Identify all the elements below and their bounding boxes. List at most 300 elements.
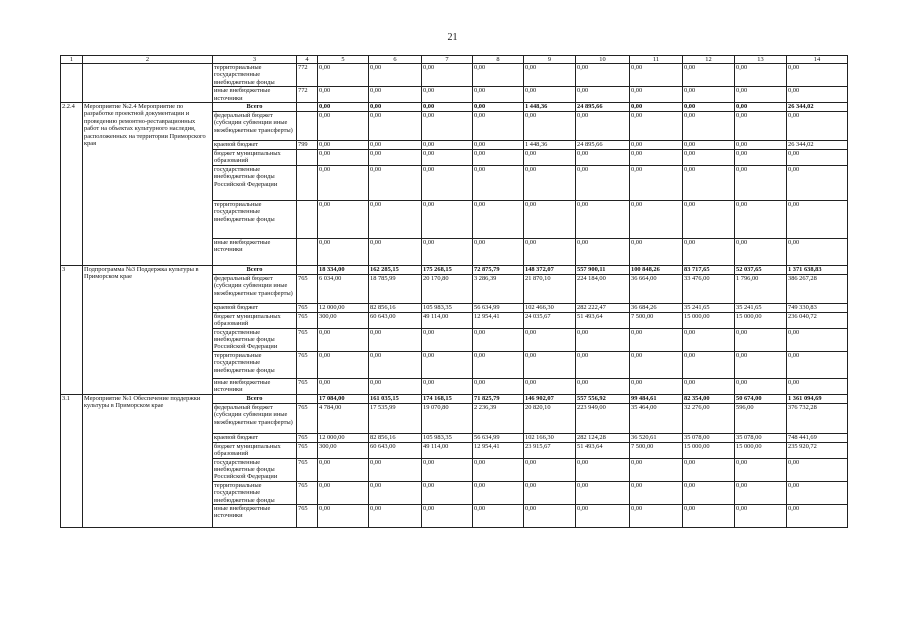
amount-cell: 0,00 — [630, 328, 683, 351]
column-header: 11 — [630, 56, 683, 64]
amount-cell: 20 820,10 — [524, 403, 576, 433]
amount-cell: 0,00 — [683, 165, 735, 200]
amount-cell: 0,00 — [683, 504, 735, 527]
amount-cell: 0,00 — [318, 200, 369, 238]
column-header: 9 — [524, 56, 576, 64]
column-header: 6 — [369, 56, 422, 64]
amount-cell: 148 372,07 — [524, 265, 576, 274]
budget-code: 765 — [297, 351, 318, 378]
amount-cell: 0,00 — [683, 458, 735, 481]
amount-cell: 0,00 — [630, 87, 683, 103]
funding-source: территориальные государственные внебюджетные фонды — [213, 200, 297, 238]
amount-cell: 0,00 — [524, 481, 576, 504]
amount-cell: 0,00 — [630, 458, 683, 481]
amount-cell: 0,00 — [630, 112, 683, 141]
amount-cell: 82 354,00 — [683, 394, 735, 403]
amount-cell: 0,00 — [422, 165, 473, 200]
amount-cell: 0,00 — [422, 87, 473, 103]
amount-cell: 162 285,15 — [369, 265, 422, 274]
column-header: 5 — [318, 56, 369, 64]
amount-cell: 4 784,00 — [318, 403, 369, 433]
amount-cell: 0,00 — [524, 64, 576, 87]
budget-code: 765 — [297, 403, 318, 433]
funding-source: бюджет муниципальных образований — [213, 312, 297, 328]
amount-cell: 0,00 — [473, 351, 524, 378]
amount-cell: 0,00 — [422, 238, 473, 265]
budget-code: 765 — [297, 274, 318, 303]
amount-cell: 0,00 — [422, 328, 473, 351]
amount-cell: 0,00 — [473, 378, 524, 394]
amount-cell: 50 674,00 — [735, 394, 787, 403]
table-row — [61, 64, 848, 87]
funding-source: бюджет муниципальных образований — [213, 442, 297, 458]
budget-code: 765 — [297, 458, 318, 481]
amount-cell: 0,00 — [318, 103, 369, 112]
amount-cell: 35 464,00 — [630, 403, 683, 433]
funding-source: государственные внебюджетные фонды Российской Федерации — [213, 165, 297, 200]
amount-cell: 0,00 — [318, 328, 369, 351]
table-row — [61, 103, 848, 112]
amount-cell: 223 949,00 — [576, 403, 630, 433]
amount-cell: 18 334,00 — [318, 265, 369, 274]
budget-code: 765 — [297, 378, 318, 394]
amount-cell: 0,00 — [576, 481, 630, 504]
amount-cell: 56 634,99 — [473, 433, 524, 442]
amount-cell: 33 476,00 — [683, 274, 735, 303]
amount-cell: 0,00 — [630, 64, 683, 87]
amount-cell: 20 170,80 — [422, 274, 473, 303]
amount-cell: 18 785,99 — [369, 274, 422, 303]
funding-source: территориальные государственные внебюджетные фонды — [213, 481, 297, 504]
funding-source: государственные внебюджетные фонды Российской Федерации — [213, 458, 297, 481]
amount-cell: 0,00 — [369, 141, 422, 150]
amount-cell: 0,00 — [683, 200, 735, 238]
page-number: 21 — [447, 32, 458, 43]
amount-cell: 0,00 — [318, 458, 369, 481]
amount-cell: 749 330,83 — [787, 303, 848, 312]
budget-code: 765 — [297, 312, 318, 328]
amount-cell: 174 168,15 — [422, 394, 473, 403]
amount-cell: 0,00 — [683, 328, 735, 351]
amount-cell: 0,00 — [576, 351, 630, 378]
budget-code: 772 — [297, 64, 318, 87]
amount-cell: 0,00 — [787, 351, 848, 378]
amount-cell: 0,00 — [576, 200, 630, 238]
amount-cell: 0,00 — [787, 378, 848, 394]
amount-cell: 146 902,07 — [524, 394, 576, 403]
amount-cell: 0,00 — [473, 200, 524, 238]
column-header: 1 — [61, 56, 83, 64]
amount-cell: 12 000,00 — [318, 303, 369, 312]
amount-cell: 26 344,02 — [787, 103, 848, 112]
funding-source: Всего — [213, 394, 297, 403]
budget-code: 765 — [297, 442, 318, 458]
amount-cell: 386 267,28 — [787, 274, 848, 303]
amount-cell: 35 078,00 — [735, 433, 787, 442]
amount-cell: 0,00 — [630, 103, 683, 112]
amount-cell: 72 875,79 — [473, 265, 524, 274]
amount-cell: 596,00 — [735, 403, 787, 433]
amount-cell: 0,00 — [473, 64, 524, 87]
amount-cell: 0,00 — [369, 351, 422, 378]
amount-cell: 12 954,41 — [473, 442, 524, 458]
amount-cell: 1 448,36 — [524, 141, 576, 150]
section-number: 3.1 — [61, 394, 83, 527]
amount-cell: 35 241,65 — [683, 303, 735, 312]
amount-cell: 0,00 — [524, 504, 576, 527]
funding-source: федеральный бюджет (субсидии субвенции иные межбюджетные трансферты) — [213, 403, 297, 433]
amount-cell: 0,00 — [473, 458, 524, 481]
amount-cell: 0,00 — [787, 87, 848, 103]
amount-cell: 0,00 — [683, 238, 735, 265]
budget-code: 765 — [297, 481, 318, 504]
amount-cell: 300,00 — [318, 312, 369, 328]
amount-cell: 83 717,65 — [683, 265, 735, 274]
amount-cell: 105 983,35 — [422, 303, 473, 312]
amount-cell: 0,00 — [369, 481, 422, 504]
amount-cell: 99 484,61 — [630, 394, 683, 403]
funding-source: государственные внебюджетные фонды Российской Федерации — [213, 328, 297, 351]
amount-cell: 0,00 — [422, 458, 473, 481]
amount-cell: 0,00 — [576, 328, 630, 351]
budget-code: 765 — [297, 504, 318, 527]
amount-cell: 0,00 — [683, 481, 735, 504]
amount-cell: 0,00 — [683, 351, 735, 378]
amount-cell: 0,00 — [524, 87, 576, 103]
amount-cell: 2 236,39 — [473, 403, 524, 433]
funding-source: Всего — [213, 265, 297, 274]
amount-cell: 0,00 — [576, 458, 630, 481]
amount-cell: 161 035,15 — [369, 394, 422, 403]
amount-cell: 15 000,00 — [735, 312, 787, 328]
budget-code — [297, 103, 318, 112]
amount-cell: 6 034,00 — [318, 274, 369, 303]
amount-cell: 0,00 — [735, 87, 787, 103]
funding-source: иные внебюджетные источники — [213, 504, 297, 527]
amount-cell: 0,00 — [787, 481, 848, 504]
amount-cell: 0,00 — [318, 504, 369, 527]
amount-cell: 0,00 — [630, 141, 683, 150]
amount-cell: 0,00 — [473, 328, 524, 351]
amount-cell: 0,00 — [787, 165, 848, 200]
amount-cell: 0,00 — [735, 481, 787, 504]
amount-cell: 0,00 — [787, 328, 848, 351]
section-number: 2.2.4 — [61, 103, 83, 266]
funding-source: территориальные государственные внебюджетные фонды — [213, 351, 297, 378]
amount-cell: 0,00 — [576, 378, 630, 394]
amount-cell: 1 361 094,69 — [787, 394, 848, 403]
amount-cell: 1 371 638,83 — [787, 265, 848, 274]
amount-cell: 748 441,69 — [787, 433, 848, 442]
amount-cell: 0,00 — [576, 64, 630, 87]
budget-code: 765 — [297, 303, 318, 312]
amount-cell: 0,00 — [787, 112, 848, 141]
amount-cell: 0,00 — [318, 238, 369, 265]
amount-cell: 0,00 — [683, 103, 735, 112]
budget-code — [297, 265, 318, 274]
funding-source: бюджет муниципальных образований — [213, 150, 297, 166]
amount-cell: 0,00 — [735, 238, 787, 265]
amount-cell: 0,00 — [369, 504, 422, 527]
amount-cell: 0,00 — [422, 351, 473, 378]
funding-source: иные внебюджетные источники — [213, 238, 297, 265]
amount-cell: 557 900,11 — [576, 265, 630, 274]
amount-cell: 100 848,26 — [630, 265, 683, 274]
amount-cell: 0,00 — [683, 150, 735, 166]
amount-cell: 236 040,72 — [787, 312, 848, 328]
amount-cell: 0,00 — [576, 165, 630, 200]
amount-cell: 0,00 — [630, 150, 683, 166]
budget-code: 772 — [297, 87, 318, 103]
funding-source: краевой бюджет — [213, 141, 297, 150]
amount-cell: 0,00 — [735, 328, 787, 351]
amount-cell: 0,00 — [473, 238, 524, 265]
amount-cell: 26 344,02 — [787, 141, 848, 150]
amount-cell: 0,00 — [524, 378, 576, 394]
amount-cell: 49 114,00 — [422, 312, 473, 328]
amount-cell: 36 520,61 — [630, 433, 683, 442]
amount-cell: 0,00 — [422, 504, 473, 527]
amount-cell: 7 500,00 — [630, 442, 683, 458]
amount-cell: 0,00 — [683, 87, 735, 103]
amount-cell: 0,00 — [630, 351, 683, 378]
amount-cell: 0,00 — [318, 150, 369, 166]
amount-cell: 0,00 — [683, 112, 735, 141]
funding-source: федеральный бюджет (субсидии субвенции иные межбюджетные трансферты) — [213, 112, 297, 141]
budget-code — [297, 238, 318, 265]
amount-cell: 0,00 — [735, 150, 787, 166]
amount-cell: 0,00 — [318, 64, 369, 87]
column-header: 12 — [683, 56, 735, 64]
budget-code — [297, 165, 318, 200]
amount-cell: 282 124,28 — [576, 433, 630, 442]
amount-cell: 82 856,16 — [369, 303, 422, 312]
amount-cell: 24 035,67 — [524, 312, 576, 328]
amount-cell: 15 000,00 — [683, 442, 735, 458]
amount-cell: 0,00 — [473, 141, 524, 150]
amount-cell: 0,00 — [630, 378, 683, 394]
amount-cell: 0,00 — [318, 87, 369, 103]
budget-code — [297, 200, 318, 238]
amount-cell: 0,00 — [422, 103, 473, 112]
amount-cell: 0,00 — [524, 200, 576, 238]
amount-cell: 0,00 — [630, 200, 683, 238]
amount-cell: 0,00 — [576, 150, 630, 166]
amount-cell: 0,00 — [524, 328, 576, 351]
amount-cell: 36 684,26 — [630, 303, 683, 312]
amount-cell: 0,00 — [369, 64, 422, 87]
budget-code — [297, 112, 318, 141]
amount-cell: 21 870,10 — [524, 274, 576, 303]
budget-code: 765 — [297, 433, 318, 442]
amount-cell: 0,00 — [524, 238, 576, 265]
amount-cell: 12 954,41 — [473, 312, 524, 328]
amount-cell: 0,00 — [735, 504, 787, 527]
amount-cell: 0,00 — [473, 87, 524, 103]
budget-table — [60, 55, 848, 528]
amount-cell: 0,00 — [630, 504, 683, 527]
amount-cell: 0,00 — [318, 351, 369, 378]
amount-cell: 17 084,00 — [318, 394, 369, 403]
budget-code: 765 — [297, 328, 318, 351]
amount-cell: 35 078,00 — [683, 433, 735, 442]
column-header: 7 — [422, 56, 473, 64]
section-name: Мероприятие №1 Обеспечение поддержки культуры в Приморском крае — [83, 394, 213, 527]
amount-cell: 0,00 — [735, 200, 787, 238]
amount-cell: 49 114,00 — [422, 442, 473, 458]
amount-cell: 0,00 — [473, 103, 524, 112]
amount-cell: 0,00 — [524, 112, 576, 141]
funding-source: федеральный бюджет (субсидии субвенции иные межбюджетные трансферты) — [213, 274, 297, 303]
amount-cell: 0,00 — [735, 378, 787, 394]
funding-source: Всего — [213, 103, 297, 112]
column-header: 14 — [787, 56, 848, 64]
amount-cell: 82 856,16 — [369, 433, 422, 442]
amount-cell: 71 825,79 — [473, 394, 524, 403]
amount-cell: 0,00 — [318, 165, 369, 200]
amount-cell: 235 920,72 — [787, 442, 848, 458]
amount-cell: 0,00 — [369, 458, 422, 481]
table-row — [61, 265, 848, 274]
amount-cell: 175 268,15 — [422, 265, 473, 274]
amount-cell: 0,00 — [369, 87, 422, 103]
amount-cell: 0,00 — [787, 64, 848, 87]
funding-source: территориальные государственные внебюджетные фонды — [213, 64, 297, 87]
amount-cell: 0,00 — [630, 481, 683, 504]
funding-source: иные внебюджетные источники — [213, 87, 297, 103]
amount-cell: 60 643,00 — [369, 442, 422, 458]
amount-cell: 0,00 — [683, 64, 735, 87]
amount-cell: 0,00 — [630, 238, 683, 265]
amount-cell: 0,00 — [576, 87, 630, 103]
column-header: 3 — [213, 56, 297, 64]
amount-cell: 0,00 — [369, 200, 422, 238]
amount-cell: 0,00 — [787, 238, 848, 265]
amount-cell: 19 070,80 — [422, 403, 473, 433]
table-body — [61, 56, 848, 528]
amount-cell: 0,00 — [422, 141, 473, 150]
amount-cell: 24 895,66 — [576, 141, 630, 150]
amount-cell: 0,00 — [422, 200, 473, 238]
amount-cell: 0,00 — [524, 150, 576, 166]
amount-cell: 0,00 — [735, 351, 787, 378]
amount-cell: 0,00 — [683, 378, 735, 394]
amount-cell: 0,00 — [318, 112, 369, 141]
amount-cell: 51 493,64 — [576, 442, 630, 458]
amount-cell: 0,00 — [422, 150, 473, 166]
amount-cell: 56 634,99 — [473, 303, 524, 312]
amount-cell: 0,00 — [369, 378, 422, 394]
amount-cell: 0,00 — [735, 141, 787, 150]
amount-cell: 0,00 — [735, 458, 787, 481]
amount-cell: 0,00 — [576, 238, 630, 265]
section-name: Подпрограмма №3 Поддержка культуры в Приморском крае — [83, 265, 213, 394]
amount-cell: 0,00 — [369, 150, 422, 166]
budget-code: 799 — [297, 141, 318, 150]
amount-cell: 15 000,00 — [683, 312, 735, 328]
section-number: 3 — [61, 265, 83, 394]
amount-cell: 0,00 — [318, 141, 369, 150]
amount-cell: 35 241,65 — [735, 303, 787, 312]
section-name — [83, 64, 213, 103]
amount-cell: 0,00 — [318, 378, 369, 394]
amount-cell: 105 983,35 — [422, 433, 473, 442]
amount-cell: 0,00 — [369, 165, 422, 200]
funding-source: краевой бюджет — [213, 433, 297, 442]
amount-cell: 0,00 — [422, 64, 473, 87]
amount-cell: 557 556,92 — [576, 394, 630, 403]
amount-cell: 36 664,00 — [630, 274, 683, 303]
amount-cell: 0,00 — [473, 481, 524, 504]
amount-cell: 3 286,39 — [473, 274, 524, 303]
section-number — [61, 64, 83, 103]
amount-cell: 0,00 — [787, 458, 848, 481]
amount-cell: 0,00 — [369, 112, 422, 141]
amount-cell: 0,00 — [787, 504, 848, 527]
amount-cell: 0,00 — [735, 112, 787, 141]
amount-cell: 23 915,67 — [524, 442, 576, 458]
column-header: 2 — [83, 56, 213, 64]
amount-cell: 102 166,30 — [524, 433, 576, 442]
amount-cell: 0,00 — [735, 103, 787, 112]
funding-source: иные внебюджетные источники — [213, 378, 297, 394]
funding-source: краевой бюджет — [213, 303, 297, 312]
header-row — [61, 56, 848, 64]
amount-cell: 0,00 — [735, 64, 787, 87]
amount-cell: 0,00 — [683, 141, 735, 150]
amount-cell: 300,00 — [318, 442, 369, 458]
amount-cell: 51 493,64 — [576, 312, 630, 328]
amount-cell: 0,00 — [369, 103, 422, 112]
budget-code — [297, 394, 318, 403]
amount-cell: 0,00 — [473, 165, 524, 200]
column-header: 4 — [297, 56, 318, 64]
amount-cell: 0,00 — [473, 150, 524, 166]
amount-cell: 0,00 — [524, 165, 576, 200]
amount-cell: 1 448,36 — [524, 103, 576, 112]
amount-cell: 32 276,00 — [683, 403, 735, 433]
amount-cell: 0,00 — [422, 112, 473, 141]
amount-cell: 102 466,30 — [524, 303, 576, 312]
amount-cell: 282 222,47 — [576, 303, 630, 312]
amount-cell: 0,00 — [630, 165, 683, 200]
column-header: 13 — [735, 56, 787, 64]
amount-cell: 15 000,00 — [735, 442, 787, 458]
budget-code — [297, 150, 318, 166]
amount-cell: 0,00 — [422, 378, 473, 394]
amount-cell: 60 643,00 — [369, 312, 422, 328]
amount-cell: 1 796,00 — [735, 274, 787, 303]
amount-cell: 0,00 — [787, 150, 848, 166]
amount-cell: 0,00 — [735, 165, 787, 200]
amount-cell: 0,00 — [524, 351, 576, 378]
amount-cell: 0,00 — [787, 200, 848, 238]
amount-cell: 0,00 — [422, 481, 473, 504]
amount-cell: 7 500,00 — [630, 312, 683, 328]
amount-cell: 376 732,28 — [787, 403, 848, 433]
amount-cell: 0,00 — [473, 112, 524, 141]
amount-cell: 0,00 — [576, 504, 630, 527]
amount-cell: 12 000,00 — [318, 433, 369, 442]
amount-cell: 0,00 — [576, 112, 630, 141]
amount-cell: 52 037,65 — [735, 265, 787, 274]
amount-cell: 0,00 — [524, 458, 576, 481]
amount-cell: 0,00 — [369, 328, 422, 351]
amount-cell: 0,00 — [318, 481, 369, 504]
table-row — [61, 394, 848, 403]
amount-cell: 24 895,66 — [576, 103, 630, 112]
amount-cell: 224 184,00 — [576, 274, 630, 303]
